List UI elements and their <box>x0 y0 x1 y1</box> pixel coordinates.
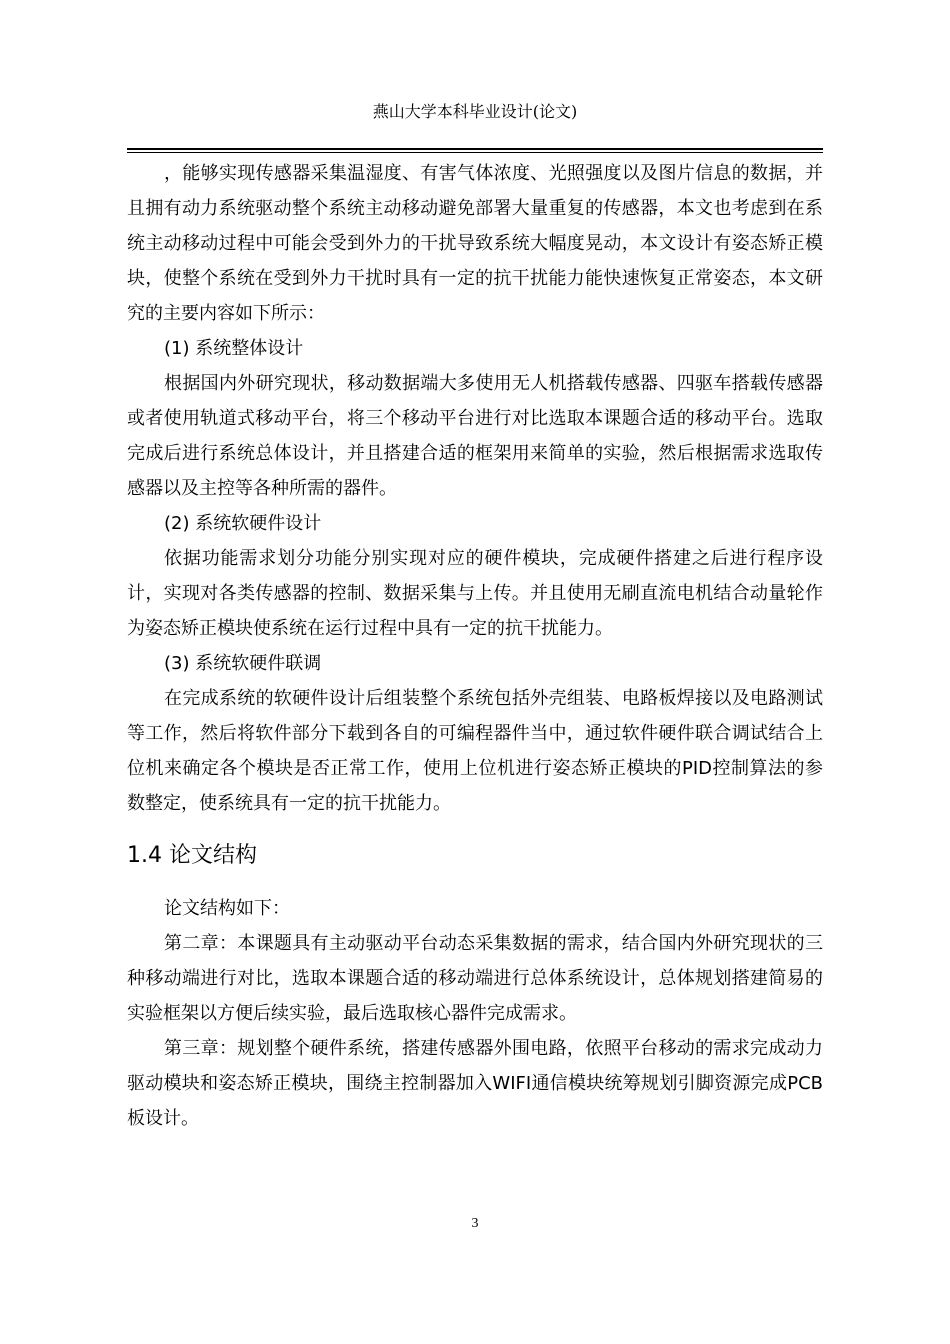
list-item-1-title: (1) 系统整体设计 <box>164 338 304 359</box>
header-rule <box>127 148 823 150</box>
list-item-2-title: (2) 系统软硬件设计 <box>164 513 322 534</box>
page-number: 3 <box>471 1216 479 1231</box>
section-heading: 1.4 论文结构 <box>127 843 257 868</box>
paragraph-chapter-2: 第二章：本课题具有主动驱动平台动态采集数据的需求，结合国内外研究现状的三种移动端进行对比，选取本课题合适的移动端进行总体系统设计，总体规划搭建简易的实验框架以方便后续实验，最后选取核心器件完成需求。 <box>127 933 823 1024</box>
list-item-3-title: (3) 系统软硬件联调 <box>164 653 322 674</box>
paragraph-structure-intro: 论文结构如下： <box>164 898 290 919</box>
paragraph-item-1: 根据国内外研究现状，移动数据端大多使用无人机搭载传感器、四驱车搭载传感器或者使用轨道式移动平台，将三个移动平台进行对比选取本课题合适的移动平台。选取完成后进行系统总体设计，并且搭建合适的框架用来简单的实验，然后根据需求选取传感器以及主控等各种所需的器件。 <box>127 373 823 499</box>
paragraph-chapter-3: 第三章：规划整个硬件系统，搭建传感器外围电路，依照平台移动的需求完成动力驱动模块和姿态矫正模块，围绕主控制器加入WIFI通信模块统筹规划引脚资源完成PCB板设计。 <box>127 1038 823 1129</box>
running-header: 燕山大学本科毕业设计(论文) <box>372 102 578 121</box>
paragraph-item-3: 在完成系统的软硬件设计后组装整个系统包括外壳组装、电路板焊接以及电路测试等工作，然后将软件部分下载到各自的可编程器件当中，通过软件硬件联合调试结合上位机来确定各个模块是否正常工作，使用上位机进行姿态矫正模块的PID控制算法的参数整定，使系统具有一定的抗干扰能力。 <box>127 688 823 814</box>
body-text <box>127 156 823 1136</box>
paragraph-intro: ，能够实现传感器采集温湿度、有害气体浓度、光照强度以及图片信息的数据，并且拥有动力系统驱动整个系统主动移动避免部署大量重复的传感器，本文也考虑到在系统主动移动过程中可能会受到外力的干扰导致系统大幅度晃动，本文设计有姿态矫正模块，使整个系统在受到外力干扰时具有一定的抗干扰能力能快速恢复正常姿态，本文研究的主要内容如下所示： <box>127 163 823 324</box>
header-rule-thin <box>127 152 823 153</box>
paragraph-item-2: 依据功能需求划分功能分别实现对应的硬件模块，完成硬件搭建之后进行程序设计，实现对各类传感器的控制、数据采集与上传。并且使用无刷直流电机结合动量轮作为姿态矫正模块使系统在运行过程中具有一定的抗干扰能力。 <box>127 548 823 639</box>
